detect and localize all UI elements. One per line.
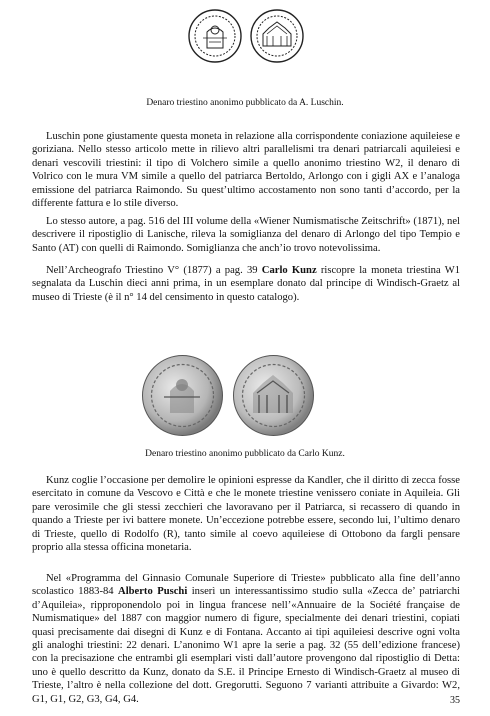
paragraph-3: Nell’Archeografo Triestino V° (1877) a pag. 39 Carlo Kunz riscopre la moneta triestina W1 segnalata da Luschin dieci anni prima, in un esemplare donato dal principe di Windisch-Graetz al museo di Trieste (è il n° 14 del censimento in questo catalogo). [32,265,460,303]
paragraph-2: Lo stesso autore, a pag. 516 del III volume della «Wiener Numismatische Zeitschrift» (1871), nel descrivere il ripostiglio di Lanische, rileva la somiglianza del denaro di Arlongo del tipo Tempio e Santo (AT) con quelli di Raimondo. Somiglianza che anch’io trovo notevolissima. [32,216,460,254]
figure-caption-2: Denaro triestino anonimo pubblicato da Carlo Kunz. [145,449,345,459]
figure-kunz-coins [140,353,316,438]
coin-photo-obverse [140,353,225,438]
author-name-puschi: Alberto Puschi [118,586,188,598]
author-name-kunz: Carlo Kunz [261,265,317,276]
paragraph-5: Nel «Programma del Ginnasio Comunale Superiore di Trieste» pubblicato alla fine dell’anno scolastico 1883-84 Alberto Puschi inserì un interessantissimo studio sulla «Zecca de’ patriarchi d’Aquileia», ripproponendolo poi in lingua francese nell’«Annuaire de la Société française de Numismatique» del 1887 con maggior numero di figure, specialmente dei denari triestini, copiati quasi precisamente dai disegni di Kunz e di Fontana. Accanto ai tipi aquileiesi descrive ogni volta gli analoghi triestini: 22 denari. L’anonimo W1 apre la serie a pag. 32 (55 dell’edizione francese) con la precisazione che entrambi gli esemplari visti dall’autore provengono dal ripostiglio di Detta: uno è quello descritto da Kunz, donato da S.E. il Principe Ernesto di Windisch-Graetz al museo di Trieste, l’altro è nella collezione del dott. Gregorutti. Seguono 7 varianti attribuite a Givardo: W2, G1, G1, G2, G3, G4, G4. [32,573,460,705]
coin-reverse-drawing [249,8,305,64]
paragraph-1: Luschin pone giustamente questa moneta in relazione alla corrispondente coniazione aquileiese e goriziana. Nello stesso articolo mette in rilievo altri parallelismi tra denari patriarcali aquileiesi e denari vescovili triestini: il tipo di Volchero simile a quello anonimo triestino W2, il denaro di Volrico con le mura VM simile a quello del patriarca Bertoldo, Arlongo con i gigli AX e l’analoga emissione del patriarca Raimondo. Su quest’ultimo accostamento non sono tanti d’accordo, per la differente fattura e lo stile diverso. [32,131,460,210]
coin-photo-reverse [231,353,316,438]
figure-caption-1: Denaro triestino anonimo pubblicato da A. Luschin. [146,98,344,108]
coin-obverse-drawing [187,8,243,64]
page-number: 35 [450,695,460,706]
figure-luschin-coins [187,8,305,64]
paragraph-4: Kunz coglie l’occasione per demolire le opinioni espresse da Kandler, che il diritto di zecca fosse esercitato in comune da Vescovo e Città e che le monete triestine venissero coniate in Aquileia. Gli pare verosimile che gli stessi zecchieri che lavoravano per il Patriarca, si recassero di quando in quando a Trieste per ivi battere monete. Un’eccezione potrebbe essere, secondo lui, l’ultimo denaro di Trieste, quello di Rodolfo (R), tanto simile al coevo aquileiese di Ottobono da fargli pensare proprio alla stessa officina monetaria. [32,475,460,554]
